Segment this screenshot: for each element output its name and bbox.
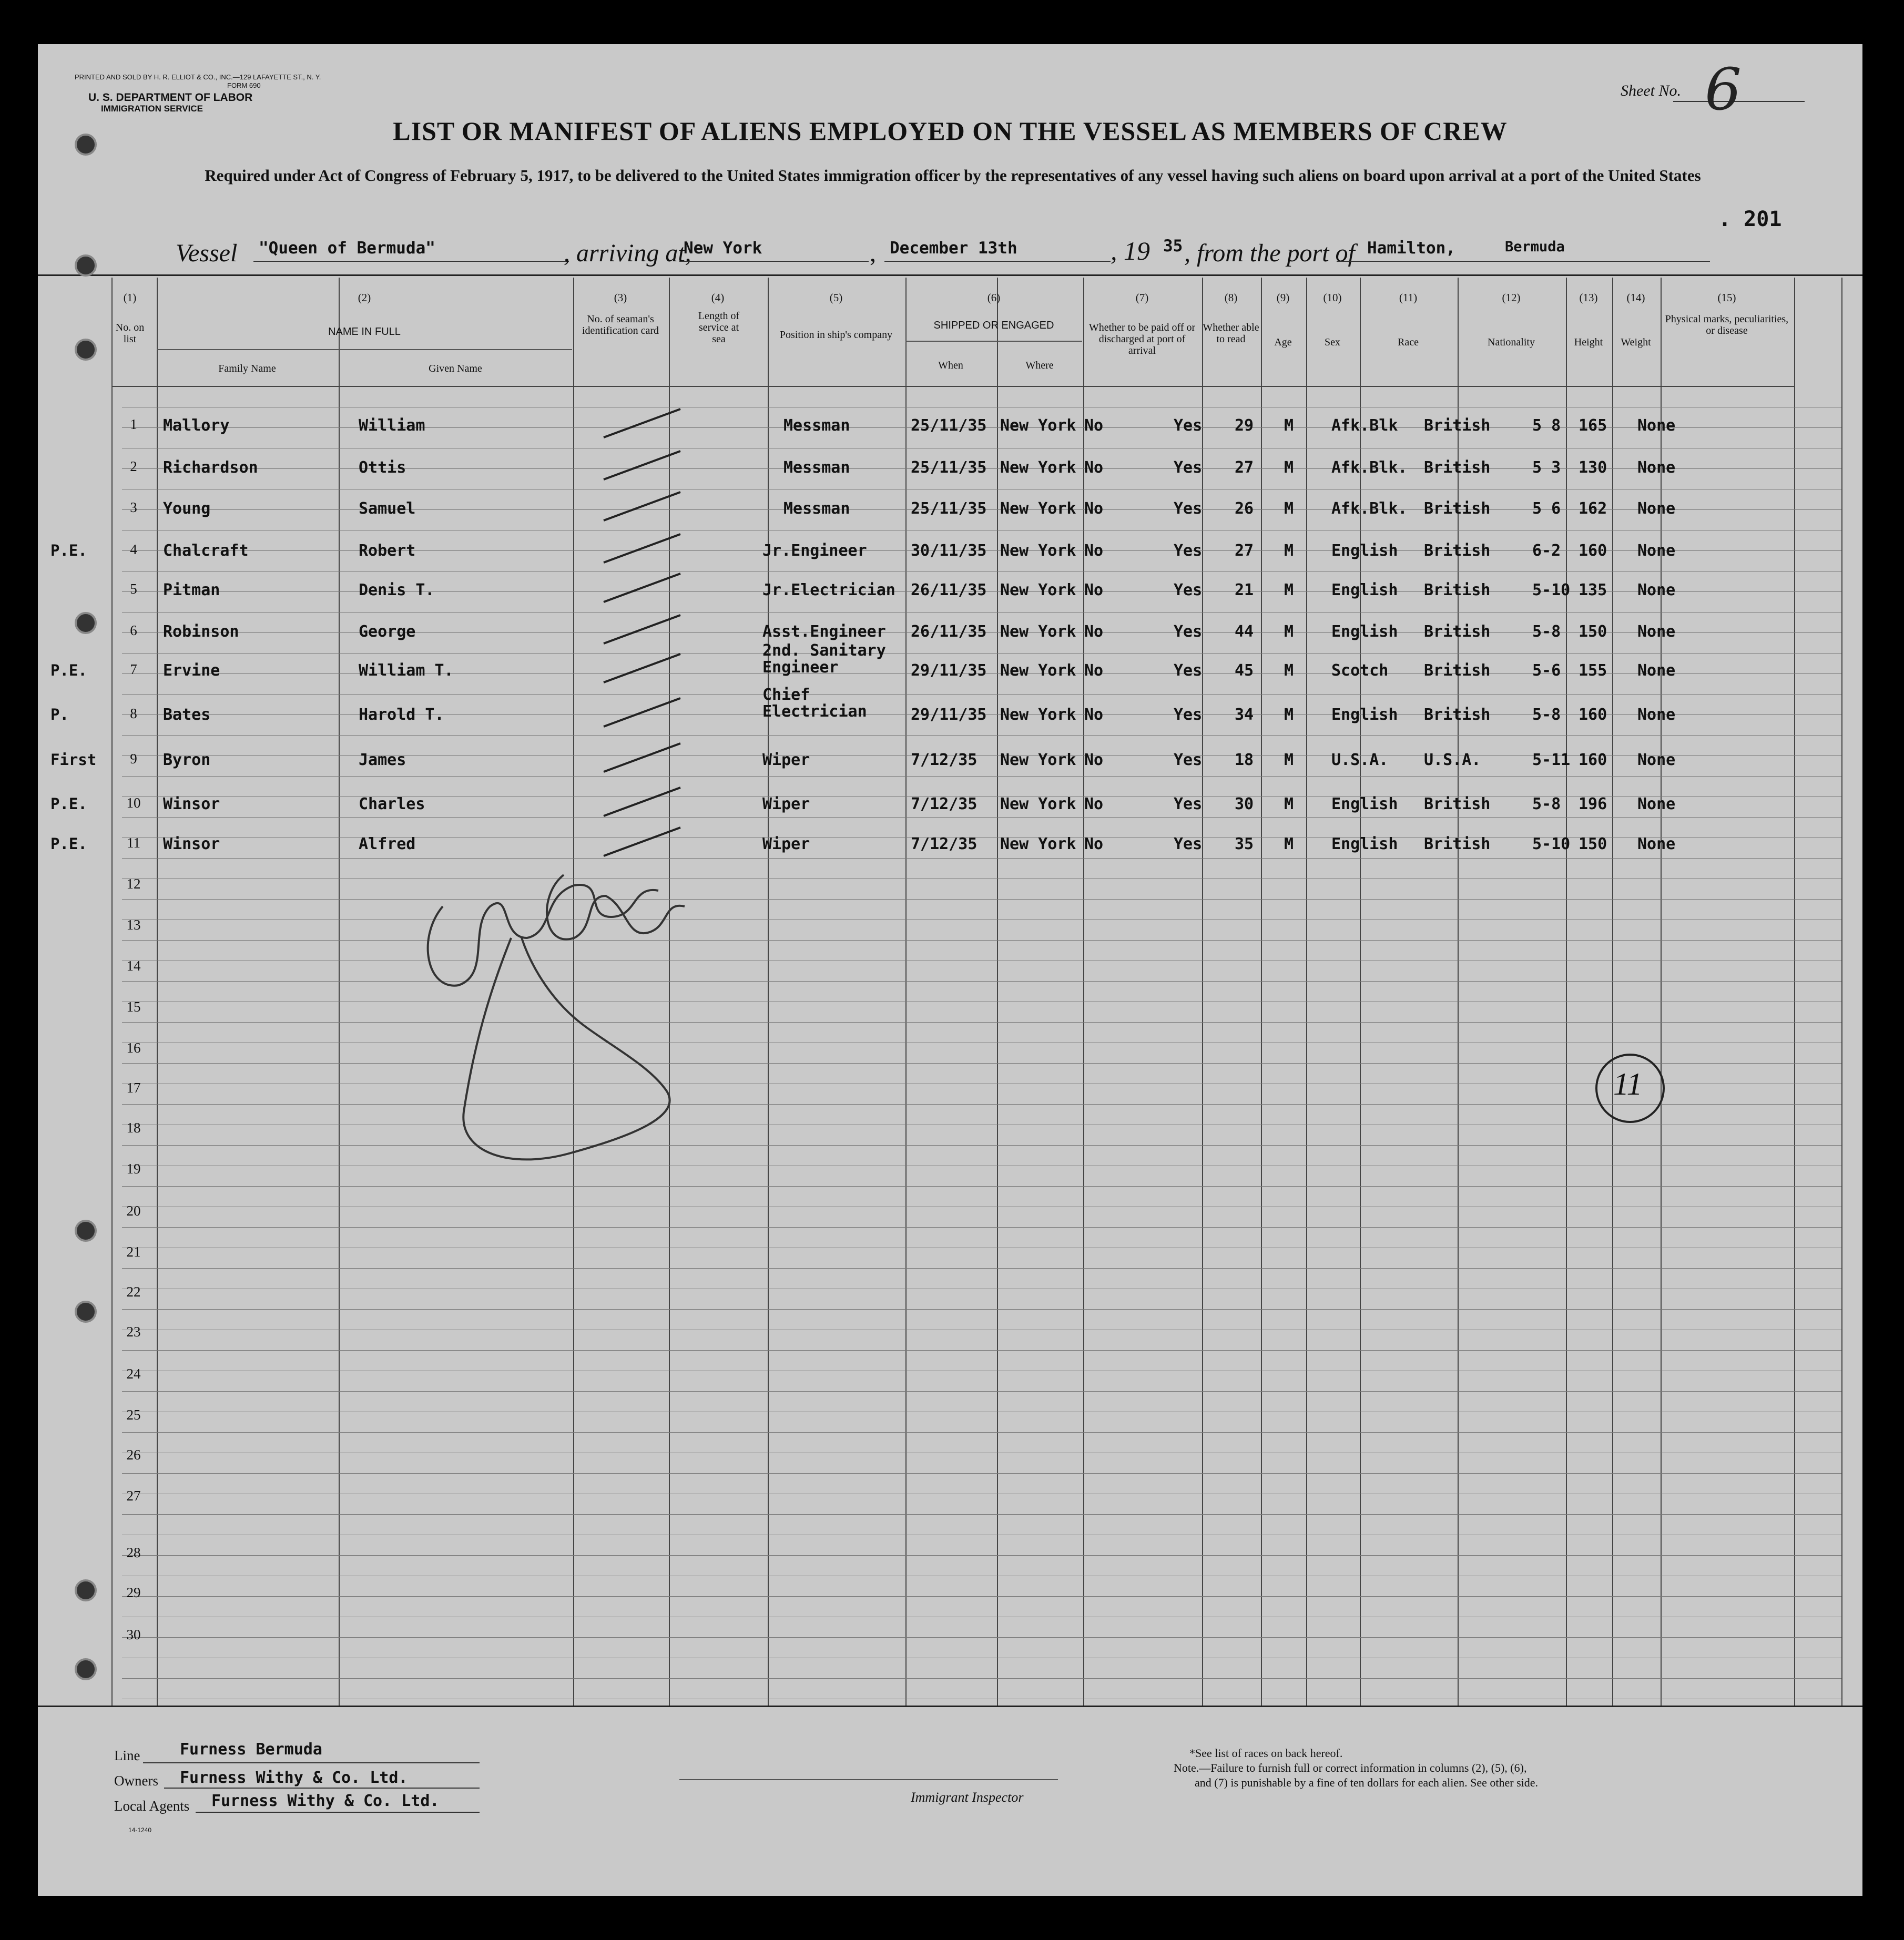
nationality: British <box>1424 542 1491 560</box>
vessel-name: "Queen of Bermuda" <box>259 239 435 258</box>
shipped-when: 7/12/35 <box>911 751 978 769</box>
family-name: Bates <box>163 706 211 724</box>
able-to-read: Yes <box>1174 622 1203 641</box>
weight: 155 <box>1579 661 1607 680</box>
age: 34 <box>1235 706 1254 724</box>
family-name: Robinson <box>163 622 239 641</box>
document-title: LIST OR MANIFEST OF ALIENS EMPLOYED ON THE VESSEL AS MEMBERS OF CREW <box>393 116 1508 146</box>
id-card-slash <box>604 492 680 520</box>
col-num-1: (1) <box>123 291 137 304</box>
manifest-sheet <box>38 44 1862 1896</box>
height: 5-11 <box>1532 751 1571 769</box>
row-number: 1 <box>130 416 137 432</box>
row-number: 4 <box>130 542 137 557</box>
sex: M <box>1284 795 1294 813</box>
row-number: 9 <box>130 751 137 767</box>
family-name: Young <box>163 499 211 518</box>
empty-row-number: 21 <box>126 1244 141 1260</box>
line-value: Furness Bermuda <box>180 1740 322 1759</box>
owners-label: Owners <box>114 1773 158 1789</box>
col-head-length-service: Length of service at sea <box>698 310 740 345</box>
given-name: George <box>359 622 416 641</box>
col-head-when: When <box>938 360 963 371</box>
row-number: 5 <box>130 581 137 597</box>
height: 5-8 <box>1532 795 1561 813</box>
able-to-read: Yes <box>1174 458 1203 477</box>
col-head-family-name: Family Name <box>218 363 276 374</box>
arriving-label: , arriving at, <box>564 239 691 267</box>
empty-row-number: 12 <box>126 876 141 892</box>
side-note: P.E. <box>50 661 87 679</box>
weight: 160 <box>1579 542 1607 560</box>
age: 45 <box>1235 661 1254 680</box>
sex: M <box>1284 499 1294 518</box>
paid-off: No <box>1084 795 1104 813</box>
col-head-age: Age <box>1274 336 1292 348</box>
physical-marks: None <box>1637 499 1676 518</box>
given-name: Denis T. <box>359 581 435 599</box>
empty-row-number: 28 <box>126 1545 141 1560</box>
shipped-when: 29/11/35 <box>911 706 987 724</box>
height: 6-2 <box>1532 542 1561 560</box>
footer-form-code: 14-1240 <box>128 1826 152 1834</box>
shipped-when: 25/11/35 <box>911 416 987 435</box>
id-card-slash <box>604 743 680 772</box>
position: Messman <box>783 458 850 477</box>
owners-value: Furness Withy & Co. Ltd. <box>180 1769 408 1787</box>
physical-marks: None <box>1637 416 1676 435</box>
nationality: British <box>1424 661 1491 680</box>
paid-off: No <box>1084 416 1104 435</box>
sex: M <box>1284 581 1294 599</box>
arriving-port: New York <box>684 239 762 258</box>
age: 18 <box>1235 751 1254 769</box>
height: 5-8 <box>1532 622 1561 641</box>
given-name: William T. <box>359 661 454 680</box>
age: 27 <box>1235 458 1254 477</box>
line-label: Line <box>114 1748 140 1763</box>
col-num-12: (12) <box>1502 291 1521 304</box>
race: Afk.Blk <box>1331 416 1398 435</box>
col-num-11: (11) <box>1399 291 1418 304</box>
col-head-physical: Physical marks, peculiarities, or disease <box>1665 313 1789 336</box>
shipped-where: New York <box>1000 458 1076 477</box>
position: Asst.Engineer <box>762 622 886 641</box>
physical-marks: None <box>1637 835 1676 853</box>
binding-hole <box>75 339 97 361</box>
col-head-height: Height <box>1574 336 1603 348</box>
height: 5 8 <box>1532 416 1561 435</box>
signature-mark <box>428 875 685 1159</box>
vessel-label: Vessel <box>176 239 238 267</box>
col-head-given-name: Given Name <box>429 363 482 374</box>
able-to-read: Yes <box>1174 795 1203 813</box>
nationality: British <box>1424 416 1491 435</box>
race: Afk.Blk. <box>1331 499 1408 518</box>
col-num-9: (9) <box>1276 291 1290 304</box>
empty-row-number: 22 <box>126 1284 141 1300</box>
physical-marks: None <box>1637 661 1676 680</box>
empty-row-number: 24 <box>126 1366 141 1382</box>
side-note: First <box>50 751 97 769</box>
physical-marks: None <box>1637 795 1676 813</box>
from-port: Hamilton, <box>1367 239 1455 258</box>
position: Jr.Electrician <box>762 581 895 599</box>
given-name: Ottis <box>359 458 406 477</box>
col-head-no-on-list: No. on list <box>115 322 145 345</box>
given-name: Harold T. <box>359 706 444 724</box>
paid-off: No <box>1084 499 1104 518</box>
note-races: *See list of races on back hereof. <box>1189 1747 1343 1760</box>
able-to-read: Yes <box>1174 499 1203 518</box>
given-name: Robert <box>359 542 416 560</box>
height: 5-10 <box>1532 581 1571 599</box>
age: 44 <box>1235 622 1254 641</box>
col-head-weight: Weight <box>1621 336 1651 348</box>
height: 5 6 <box>1532 499 1561 518</box>
race: English <box>1331 835 1398 853</box>
nationality: British <box>1424 581 1491 599</box>
binding-hole <box>75 134 97 156</box>
able-to-read: Yes <box>1174 542 1203 560</box>
shipped-when: 30/11/35 <box>911 542 987 560</box>
shipped-where: New York <box>1000 661 1076 680</box>
col-num-5: (5) <box>829 291 843 304</box>
shipped-where: New York <box>1000 542 1076 560</box>
shipped-when: 29/11/35 <box>911 661 987 680</box>
empty-row-number: 14 <box>126 958 141 974</box>
local-agents-label: Local Agents <box>114 1798 190 1814</box>
given-name: William <box>359 416 425 435</box>
family-name: Richardson <box>163 458 258 477</box>
sex: M <box>1284 706 1294 724</box>
race: English <box>1331 542 1398 560</box>
sex: M <box>1284 622 1294 641</box>
form-number: FORM 690 <box>227 81 261 89</box>
col-num-3: (3) <box>614 291 627 304</box>
shipped-where: New York <box>1000 416 1076 435</box>
empty-row-number: 17 <box>126 1080 141 1096</box>
weight: 150 <box>1579 835 1607 853</box>
nationality: British <box>1424 795 1491 813</box>
nationality: British <box>1424 706 1491 724</box>
sex: M <box>1284 416 1294 435</box>
race: English <box>1331 795 1398 813</box>
binding-hole <box>75 1220 97 1242</box>
position: Messman <box>783 416 850 435</box>
col-head-able-read: Whether able to read <box>1203 322 1259 345</box>
empty-row-number: 29 <box>126 1585 141 1600</box>
race: Afk.Blk. <box>1331 458 1408 477</box>
family-name: Byron <box>163 751 211 769</box>
note-line-1: Note.—Failure to furnish full or correct information in columns (2), (5), (6), <box>1174 1761 1527 1774</box>
shipped-when: 26/11/35 <box>911 581 987 599</box>
paid-off: No <box>1084 542 1104 560</box>
printer-text: PRINTED AND SOLD BY H. R. ELLIOT & CO., INC.—129 LAFAYETTE ST., N. Y. <box>75 73 321 81</box>
binding-hole <box>75 1658 97 1680</box>
height: 5 3 <box>1532 458 1561 477</box>
col-head-paid-off: Whether to be paid off or discharged at port of arrival <box>1088 322 1196 356</box>
empty-row-number: 30 <box>126 1627 141 1642</box>
paid-off: No <box>1084 751 1104 769</box>
paid-off: No <box>1084 458 1104 477</box>
age: 35 <box>1235 835 1254 853</box>
row-number: 6 <box>130 622 137 638</box>
id-card-slash <box>604 409 680 437</box>
position: Wiper <box>762 835 810 853</box>
family-name: Winsor <box>163 835 220 853</box>
nationality: U.S.A. <box>1424 751 1481 769</box>
local-agents-value: Furness Withy & Co. Ltd. <box>211 1792 440 1810</box>
physical-marks: None <box>1637 622 1676 641</box>
physical-marks: None <box>1637 751 1676 769</box>
physical-marks: None <box>1637 581 1676 599</box>
able-to-read: Yes <box>1174 835 1203 853</box>
sheet-number-handwritten: 6 <box>1705 56 1742 123</box>
side-note: P.E. <box>50 542 87 559</box>
age: 21 <box>1235 581 1254 599</box>
weight: 160 <box>1579 751 1607 769</box>
col-num-8: (8) <box>1224 291 1238 304</box>
id-card-slash <box>604 788 680 816</box>
col-head-where: Where <box>1025 360 1054 371</box>
id-card-slash <box>604 698 680 727</box>
family-name: Ervine <box>163 661 220 680</box>
from-port-label: , from the port of <box>1184 239 1355 267</box>
empty-row-number: 13 <box>126 917 141 933</box>
position: Chief Electrician <box>762 686 867 721</box>
able-to-read: Yes <box>1174 706 1203 724</box>
race: English <box>1331 706 1398 724</box>
position: Wiper <box>762 751 810 769</box>
shipped-where: New York <box>1000 499 1076 518</box>
immigrant-inspector-label: Immigrant Inspector <box>911 1790 1024 1805</box>
circled-count: 11 <box>1613 1067 1643 1101</box>
empty-row-number: 16 <box>126 1040 141 1056</box>
empty-row-number: 25 <box>126 1407 141 1423</box>
arrival-date: December 13th <box>890 239 1017 258</box>
col-num-15: (15) <box>1717 291 1736 304</box>
col-head-position: Position in ship's company <box>779 329 893 341</box>
comma-separator: , <box>870 239 876 267</box>
able-to-read: Yes <box>1174 661 1203 680</box>
paid-off: No <box>1084 661 1104 680</box>
arrival-year: 35 <box>1163 237 1183 256</box>
shipped-when: 7/12/35 <box>911 835 978 853</box>
id-card-slash <box>604 654 680 682</box>
handwriting-layer <box>38 44 1862 1896</box>
col-num-4: (4) <box>711 291 725 304</box>
id-card-slash <box>604 828 680 856</box>
shipped-where: New York <box>1000 706 1076 724</box>
sex: M <box>1284 835 1294 853</box>
binding-hole <box>75 612 97 634</box>
age: 29 <box>1235 416 1254 435</box>
col-num-7: (7) <box>1135 291 1149 304</box>
department-name: U. S. DEPARTMENT OF LABOR <box>88 91 253 104</box>
given-name: Samuel <box>359 499 416 518</box>
service-name: IMMIGRATION SERVICE <box>101 104 203 114</box>
nationality: British <box>1424 499 1491 518</box>
nationality: British <box>1424 835 1491 853</box>
family-name: Mallory <box>163 416 230 435</box>
able-to-read: Yes <box>1174 581 1203 599</box>
family-name: Winsor <box>163 795 220 813</box>
family-name: Pitman <box>163 581 220 599</box>
col-num-2: (2) <box>358 291 371 304</box>
age: 27 <box>1235 542 1254 560</box>
sex: M <box>1284 458 1294 477</box>
shipped-where: New York <box>1000 795 1076 813</box>
manifest-number: . 201 <box>1718 207 1782 231</box>
side-note: P. <box>50 706 69 723</box>
weight: 162 <box>1579 499 1607 518</box>
col-num-6: (6) <box>987 291 1001 304</box>
paid-off: No <box>1084 622 1104 641</box>
given-name: Charles <box>359 795 425 813</box>
age: 30 <box>1235 795 1254 813</box>
empty-row-number: 20 <box>126 1203 141 1219</box>
position: Wiper <box>762 795 810 813</box>
side-note: P.E. <box>50 835 87 853</box>
row-number: 11 <box>127 835 140 851</box>
col-head-race: Race <box>1398 336 1419 348</box>
height: 5-6 <box>1532 661 1561 680</box>
empty-row-number: 27 <box>126 1488 141 1504</box>
weight: 135 <box>1579 581 1607 599</box>
row-number: 8 <box>130 706 137 721</box>
physical-marks: None <box>1637 542 1676 560</box>
col-head-nationality: Nationality <box>1488 336 1535 348</box>
weight: 165 <box>1579 416 1607 435</box>
race: Scotch <box>1331 661 1389 680</box>
row-number: 7 <box>130 661 137 677</box>
sex: M <box>1284 661 1294 680</box>
binding-hole <box>75 1579 97 1601</box>
shipped-where: New York <box>1000 622 1076 641</box>
shipped-when: 26/11/35 <box>911 622 987 641</box>
race: English <box>1331 581 1398 599</box>
weight: 196 <box>1579 795 1607 813</box>
able-to-read: Yes <box>1174 751 1203 769</box>
position: Jr.Engineer <box>762 542 867 560</box>
from-port-country: Bermuda <box>1505 239 1565 255</box>
empty-row-number: 23 <box>126 1324 141 1340</box>
id-card-slash <box>604 451 680 479</box>
shipped-when: 25/11/35 <box>911 499 987 518</box>
empty-row-number: 19 <box>126 1161 141 1177</box>
col-head-sex: Sex <box>1325 336 1340 348</box>
sex: M <box>1284 751 1294 769</box>
side-note: P.E. <box>50 795 87 813</box>
shipped-when: 7/12/35 <box>911 795 978 813</box>
empty-row-number: 15 <box>126 999 141 1015</box>
physical-marks: None <box>1637 458 1676 477</box>
col-head-id-card: No. of seaman's identification card <box>582 313 659 336</box>
weight: 160 <box>1579 706 1607 724</box>
id-card-slash <box>604 574 680 602</box>
binding-hole <box>75 1301 97 1323</box>
family-name: Chalcraft <box>163 542 249 560</box>
row-number: 3 <box>130 499 137 515</box>
id-card-slash <box>604 534 680 563</box>
document-subtitle: Required under Act of Congress of February 5, 1917, to be delivered to the United States immigration officer by the representatives of any vessel having such aliens on board upon arrival at a port of the United States <box>205 166 1701 185</box>
shipped-where: New York <box>1000 751 1076 769</box>
empty-row-number: 18 <box>126 1120 141 1136</box>
age: 26 <box>1235 499 1254 518</box>
col-num-14: (14) <box>1626 291 1645 304</box>
nationality: British <box>1424 458 1491 477</box>
nationality: British <box>1424 622 1491 641</box>
height: 5-8 <box>1532 706 1561 724</box>
paid-off: No <box>1084 835 1104 853</box>
paid-off: No <box>1084 581 1104 599</box>
position: 2nd. Sanitary Engineer <box>762 641 886 677</box>
position: Messman <box>783 499 850 518</box>
year-prefix: , 19 <box>1111 236 1150 266</box>
col-head-shipped: SHIPPED OR ENGAGED <box>933 320 1054 331</box>
binding-hole <box>75 254 97 277</box>
paid-off: No <box>1084 706 1104 724</box>
given-name: Alfred <box>359 835 416 853</box>
sex: M <box>1284 542 1294 560</box>
given-name: James <box>359 751 406 769</box>
empty-row-number: 26 <box>126 1447 141 1463</box>
height: 5-10 <box>1532 835 1571 853</box>
col-head-name-in-full: NAME IN FULL <box>328 326 401 338</box>
col-num-10: (10) <box>1323 291 1342 304</box>
row-number: 10 <box>126 795 141 811</box>
shipped-where: New York <box>1000 835 1076 853</box>
shipped-where: New York <box>1000 581 1076 599</box>
shipped-when: 25/11/35 <box>911 458 987 477</box>
weight: 150 <box>1579 622 1607 641</box>
race: English <box>1331 622 1398 641</box>
id-card-slash <box>604 615 680 644</box>
physical-marks: None <box>1637 706 1676 724</box>
col-num-13: (13) <box>1579 291 1598 304</box>
note-line-2: and (7) is punishable by a fine of ten dollars for each alien. See other side. <box>1195 1776 1539 1789</box>
sheet-number-label: Sheet No. <box>1621 82 1681 99</box>
race: U.S.A. <box>1331 751 1389 769</box>
weight: 130 <box>1579 458 1607 477</box>
able-to-read: Yes <box>1174 416 1203 435</box>
row-number: 2 <box>130 458 137 474</box>
